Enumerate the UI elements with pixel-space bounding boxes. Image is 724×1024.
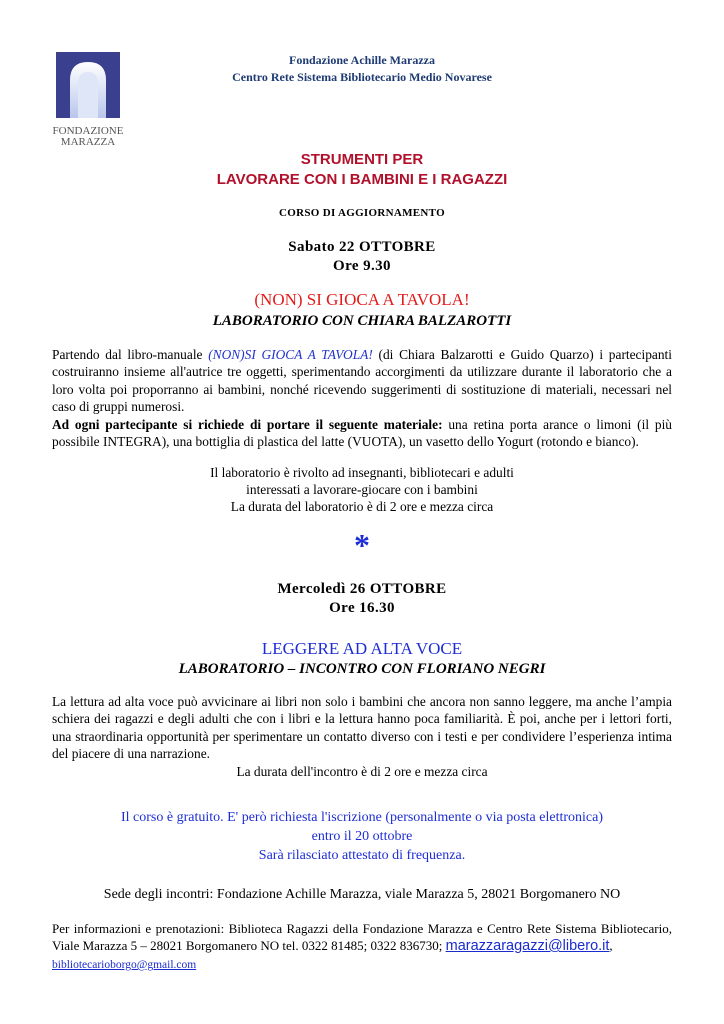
email-link-marazzaragazzi[interactable]: marazzaragazzi@libero.it — [445, 938, 610, 954]
event2-title: LEGGERE AD ALTA VOCE — [261, 639, 463, 658]
event2-duration: La durata dell'incontro è di 2 ore e mezza circa — [236, 764, 488, 779]
event2-description: La lettura ad alta voce può avvicinare ai libri non solo i bambini che ancora non sanno leggere, ma anche l’ampia schiera dei ragazzi e degli adulti che con i libri e la lettura hanno poca familiarità. È poi, anche per i lettori forti, una straordinaria opportunità per sperimentare un contatto diverso con i testi e per condividere l’esperienza intima del piacere di una narrazione. — [52, 694, 672, 762]
separator-asterisk: * — [354, 527, 370, 563]
event1-date: Sabato 22 OTTOBRE — [288, 239, 436, 255]
event1-audience-2: interessati a lavorare-giocare con i bambini — [246, 482, 478, 497]
event1-subtitle: LABORATORIO CON CHIARA BALZAROTTI — [212, 313, 512, 329]
contact-info — [52, 920, 672, 974]
event1-desc-rest: (di Chiara Balzarotti e Guido Quarzo) i partecipanti costruiranno insieme all'autrice tre oggetti, sperimentando accorgimenti da utilizzare durante il laboratorio che a loro volta poi proporranno ai bambini, nonché ricevendo suggerimenti di sostituzione di materiali, necessari nel caso di gruppi numerosi. — [52, 347, 673, 415]
event1-time: Ore 9.30 — [333, 258, 391, 274]
header-org: Fondazione Achille Marazza — [289, 53, 435, 67]
event2-subtitle: LABORATORIO – INCONTRO CON FLORIANO NEGRI — [178, 661, 546, 677]
event1-materials-heading: Ad ogni partecipante si richiede di portare il seguente materiale: — [52, 416, 443, 432]
main-title-line1: STRUMENTI PER — [300, 151, 424, 168]
event1-book-title: (NON)SI GIOCA A TAVOLA! — [208, 347, 373, 362]
notice-certificate: Sarà rilasciato attestato di frequenza. — [258, 848, 466, 863]
notice-deadline: entro il 20 ottobre — [311, 829, 413, 844]
event2-time: Ore 16.30 — [329, 600, 395, 616]
course-label: CORSO DI AGGIORNAMENTO — [279, 207, 445, 219]
event1-desc-start: Partendo dal libro-manuale — [52, 347, 209, 362]
main-title-line2: LAVORARE CON I BAMBINI E I RAGAZZI — [216, 171, 508, 188]
contact-text: Per informazioni e prenotazioni: Biblioteca Ragazzi della Fondazione Marazza e Centro Rete Sistema Bibliotecario, Viale Marazza 5 – 28021 Borgomanero NO tel. 0322 81485; 0322 836730; — [52, 921, 672, 953]
event1-materials-list: una retina porta arance o limoni (il più possibile INTEGRA), una bottiglia di plastica del latte (VUOTA), un vasetto dello Yogurt (rotondo e bianco). — [52, 416, 672, 450]
venue-line: Sede degli incontri: Fondazione Achille Marazza, viale Marazza 5, 28021 Borgomanero NO — [103, 887, 621, 902]
event1-description — [52, 346, 672, 450]
logo-text-1: FONDAZIONE — [52, 125, 124, 137]
notice-free-course: Il corso è gratuito. E' però richiesta l'iscrizione (personalmente o via posta elettronica) — [120, 810, 604, 825]
event2-date: Mercoledì 26 OTTOBRE — [277, 581, 447, 597]
email-link-bibliotecarioborgo[interactable]: bibliotecarioborgo@gmail.com — [52, 959, 197, 971]
event1-title: (NON) SI GIOCA A TAVOLA! — [254, 290, 470, 309]
event1-audience-1: Il laboratorio è rivolto ad insegnanti, bibliotecari e adulti — [210, 465, 514, 480]
contact-separator: , — [609, 938, 613, 953]
event1-duration: La durata del laboratorio è di 2 ore e mezza circa — [230, 499, 494, 514]
header-network: Centro Rete Sistema Bibliotecario Medio Novarese — [232, 70, 492, 84]
logo-text-2: MARAZZA — [60, 136, 116, 148]
